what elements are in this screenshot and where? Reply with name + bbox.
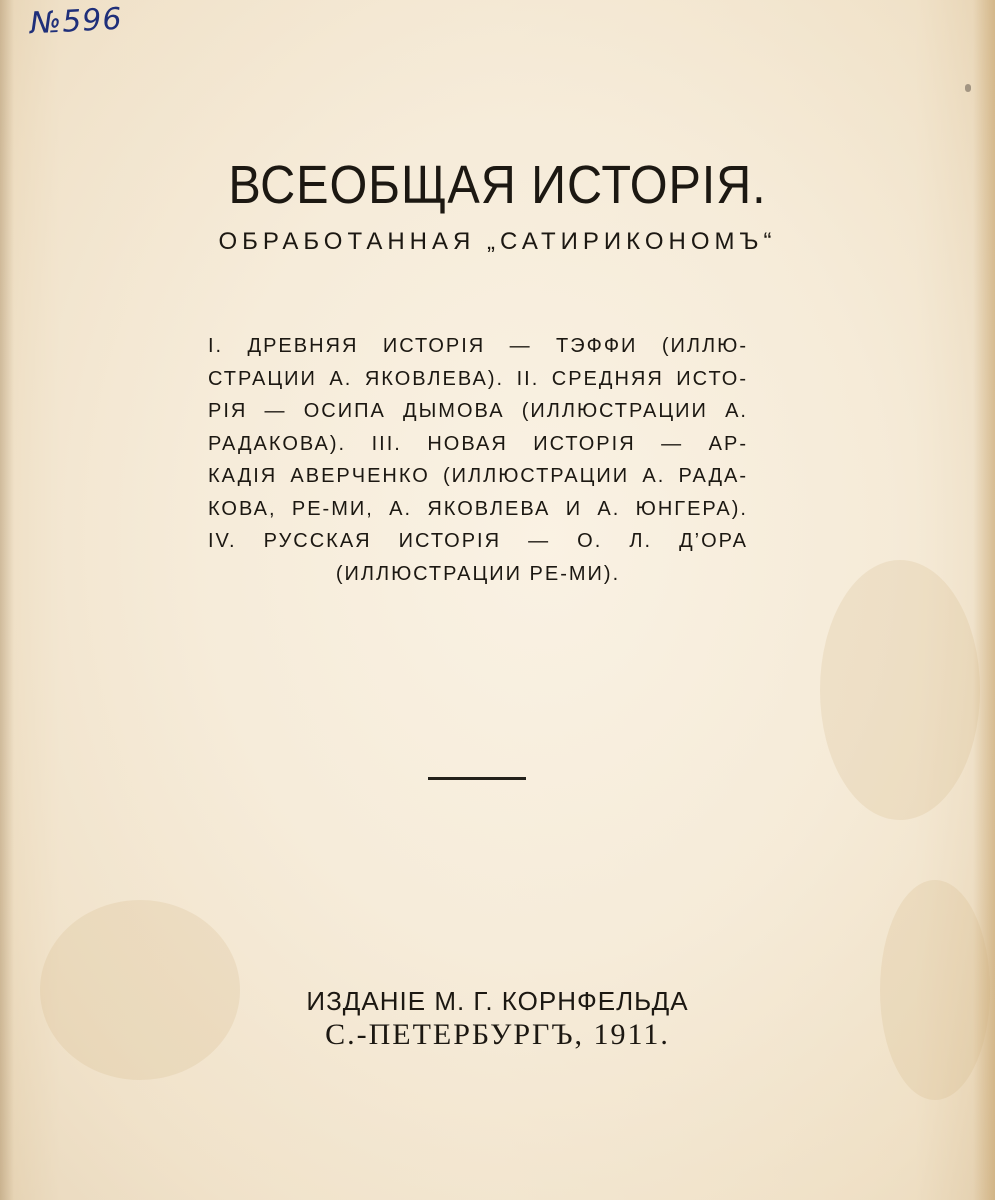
- book-subtitle: ОБРАБОТАННАЯ „САТИРИКОНОМЪ“: [218, 228, 777, 255]
- contents-line: I. ДРЕВНЯЯ ИСТОРІЯ — ТЭФФИ (ИЛЛЮ-: [208, 335, 748, 357]
- pencil-mark: [965, 84, 971, 92]
- publisher: ИЗДАНІЕ М. Г. КОРНФЕЛЬДА: [306, 986, 689, 1016]
- city-and-year: С.-ПЕТЕРБУРГЪ, 1911.: [325, 1018, 670, 1051]
- contents-line: КОВА, РЕ-МИ, А. ЯКОВЛЕВА И А. ЮНГЕРА).: [208, 497, 748, 520]
- contents-line: (ИЛЛЮСТРАЦИИ РЕ-МИ).: [335, 562, 621, 585]
- contents-line: СТРАЦИИ А. ЯКОВЛЕВА). II. СРЕДНЯЯ ИСТО-: [208, 367, 748, 390]
- divider-rule: [428, 777, 526, 780]
- contents-block: [208, 330, 748, 590]
- contents-line: РІЯ — ОСИПА ДЫМОВА (ИЛЛЮСТРАЦИИ А.: [208, 400, 748, 422]
- contents-line: IV. РУССКАЯ ИСТОРІЯ — О. Л. Д’ОРА: [208, 530, 748, 552]
- contents-line: КАДІЯ АВЕРЧЕНКО (ИЛЛЮСТРАЦИИ А. РАДА-: [208, 465, 748, 487]
- handwritten-inventory-number: №596: [29, 1, 124, 42]
- contents-line: РАДАКОВА). III. НОВАЯ ИСТОРІЯ — АР-: [208, 432, 748, 455]
- book-title: ВСЕОБЩАЯ ИСТОРІЯ.: [228, 155, 767, 215]
- paper-stain: [820, 560, 980, 820]
